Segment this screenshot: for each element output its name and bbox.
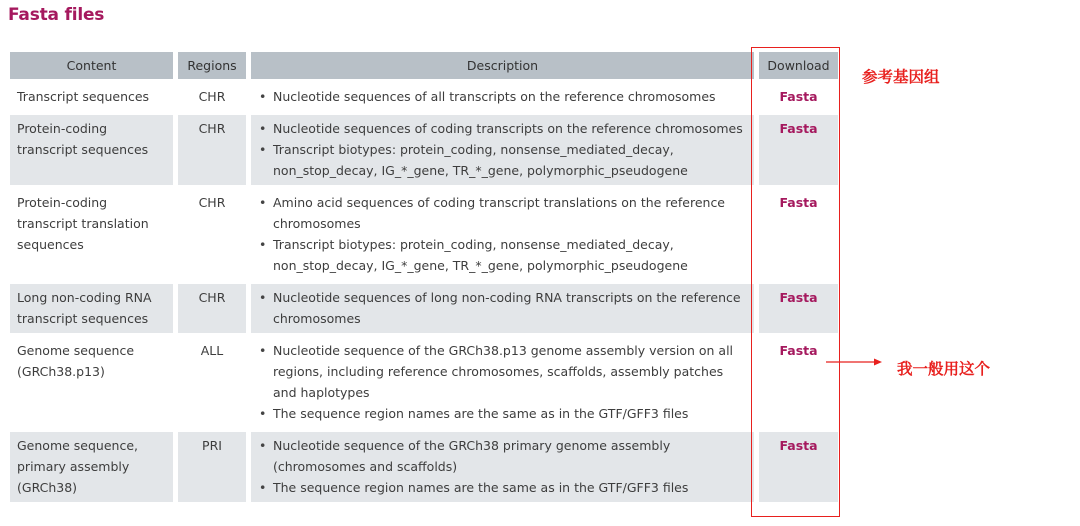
description-item: • The sequence region names are the same as in the GTF/GFF3 files bbox=[257, 403, 746, 424]
fasta-files-table bbox=[5, 48, 843, 506]
description-item: • Transcript biotypes: protein_coding, nonsense_mediated_decay, non_stop_decay, IG_*_gene, TR_*_gene, polymorphic_pseudogene bbox=[257, 234, 746, 276]
description-cell bbox=[251, 432, 754, 502]
content-cell bbox=[10, 189, 173, 280]
description-item: • Nucleotide sequences of long non-coding RNA transcripts on the reference chromosomes bbox=[257, 287, 746, 329]
description-item: • Nucleotide sequence of the GRCh38 primary genome assembly (chromosomes and scaffolds) bbox=[257, 435, 746, 477]
content-line: transcript translation bbox=[17, 216, 149, 231]
content-line: (GRCh38.p13) bbox=[17, 364, 105, 379]
fasta-download-link[interactable]: Fasta bbox=[779, 290, 818, 305]
content-cell bbox=[10, 337, 173, 428]
content-line: sequences bbox=[17, 237, 84, 252]
description-cell bbox=[251, 284, 754, 333]
table-header-row bbox=[10, 52, 838, 79]
fasta-download-link[interactable]: Fasta bbox=[779, 89, 818, 104]
download-cell bbox=[759, 337, 838, 428]
download-cell bbox=[759, 432, 838, 502]
download-cell bbox=[759, 189, 838, 280]
download-cell bbox=[759, 83, 838, 111]
fasta-download-link[interactable]: Fasta bbox=[779, 121, 818, 136]
region-cell: CHR bbox=[198, 89, 226, 104]
description-cell bbox=[251, 115, 754, 185]
region-cell: CHR bbox=[198, 195, 226, 210]
region-cell: CHR bbox=[178, 115, 246, 185]
region-cell: CHR bbox=[178, 284, 246, 333]
table-row bbox=[10, 83, 838, 111]
description-list bbox=[257, 435, 746, 498]
content-cell bbox=[10, 284, 173, 333]
content-line: Protein-coding bbox=[17, 121, 108, 136]
description-item: • Amino acid sequences of coding transcript translations on the reference chromosomes bbox=[257, 192, 746, 234]
content-cell bbox=[10, 115, 173, 185]
description-cell bbox=[251, 83, 754, 111]
fasta-download-link[interactable]: Fasta bbox=[779, 343, 818, 358]
description-item: • Nucleotide sequences of coding transcripts on the reference chromosomes bbox=[257, 118, 746, 139]
content-line: Protein-coding bbox=[17, 195, 108, 210]
content-line: Transcript sequences bbox=[17, 89, 150, 104]
content-cell bbox=[10, 432, 173, 502]
annotation-usually-use: 我一般用这个 bbox=[897, 360, 991, 378]
description-cell bbox=[251, 189, 754, 280]
column-header-download: Download bbox=[759, 52, 838, 79]
content-line: (GRCh38) bbox=[17, 480, 78, 495]
region-cell: ALL bbox=[200, 343, 224, 358]
content-line: Long non-coding RNA bbox=[17, 290, 152, 305]
description-item: • Nucleotide sequence of the GRCh38.p13 genome assembly version on all regions, including reference chromosomes, scaffolds, assembly patches and haplotypes bbox=[257, 340, 746, 403]
description-list bbox=[257, 340, 746, 424]
description-list bbox=[257, 192, 746, 276]
content-line: primary assembly bbox=[17, 459, 130, 474]
download-cell bbox=[759, 115, 838, 185]
download-cell bbox=[759, 284, 838, 333]
description-list bbox=[257, 118, 746, 181]
column-header-content: Content bbox=[10, 52, 173, 79]
page-title: Fasta files bbox=[8, 5, 105, 25]
table-row bbox=[10, 115, 838, 185]
content-line: Genome sequence bbox=[17, 343, 135, 358]
table-row bbox=[10, 432, 838, 502]
content-line: Genome sequence, bbox=[17, 438, 138, 453]
description-item: • The sequence region names are the same as in the GTF/GFF3 files bbox=[257, 477, 746, 498]
region-cell: PRI bbox=[178, 432, 246, 502]
table-row bbox=[10, 189, 838, 280]
table-row bbox=[10, 284, 838, 333]
annotation-reference-genome: 参考基因组 bbox=[862, 68, 940, 86]
description-cell bbox=[251, 337, 754, 428]
content-line: transcript sequences bbox=[17, 311, 149, 326]
fasta-download-link[interactable]: Fasta bbox=[779, 195, 818, 210]
column-header-description: Description bbox=[251, 52, 754, 79]
content-cell bbox=[10, 83, 173, 111]
annotation-arrow-icon bbox=[826, 355, 882, 369]
content-line: transcript sequences bbox=[17, 142, 149, 157]
description-list bbox=[257, 287, 746, 329]
table-row bbox=[10, 337, 838, 428]
description-item: • Nucleotide sequences of all transcripts on the reference chromosomes bbox=[257, 86, 746, 107]
fasta-download-link[interactable]: Fasta bbox=[779, 438, 818, 453]
description-item: • Transcript biotypes: protein_coding, nonsense_mediated_decay, non_stop_decay, IG_*_gene, TR_*_gene, polymorphic_pseudogene bbox=[257, 139, 746, 181]
column-header-regions: Regions bbox=[178, 52, 246, 79]
description-list bbox=[257, 86, 746, 107]
